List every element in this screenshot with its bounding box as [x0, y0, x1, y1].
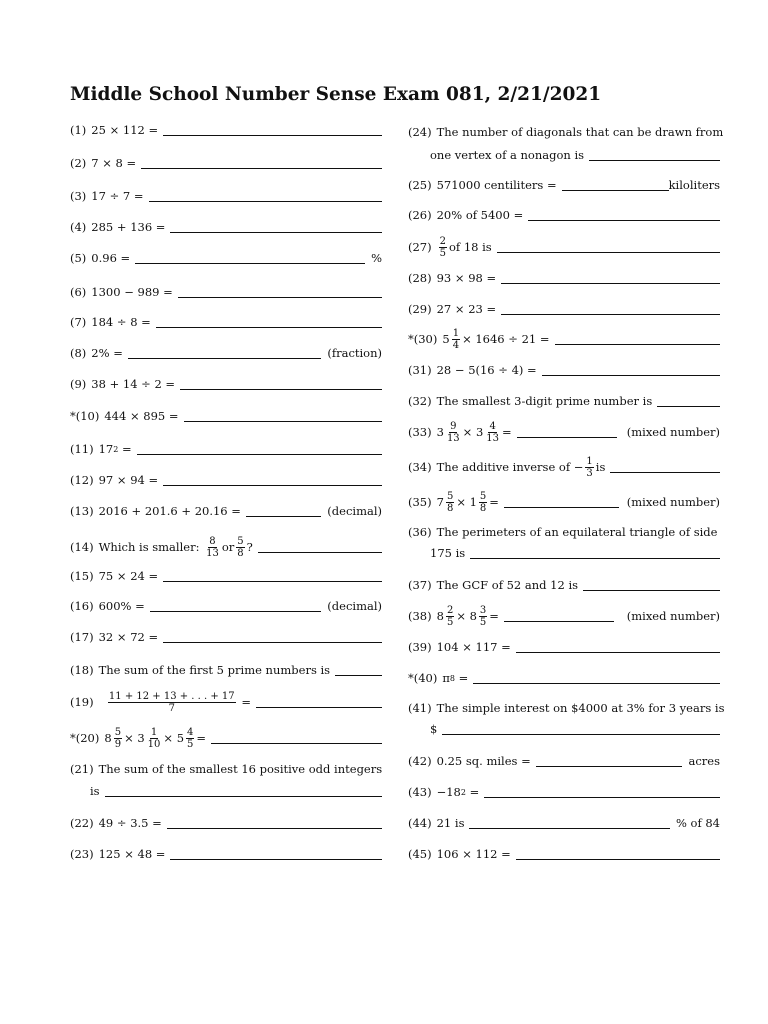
- answer-line[interactable]: [516, 652, 720, 653]
- question-number: (24): [408, 125, 432, 139]
- whole-number: 7: [436, 495, 444, 509]
- denominator: 3: [586, 467, 593, 479]
- operator-text: × 3: [124, 731, 145, 745]
- denominator: 13: [446, 432, 460, 444]
- answer-line[interactable]: [562, 190, 669, 191]
- denominator: 5: [446, 616, 454, 628]
- numerator: 2: [446, 604, 454, 616]
- question-16: [70, 595, 382, 617]
- question-number: (37): [408, 578, 432, 592]
- question-text: 444 × 895 =: [104, 409, 179, 423]
- question-text-continued: one vertex of a nonagon is: [430, 148, 585, 162]
- answer-format: (decimal): [327, 504, 382, 518]
- question-number: (42): [408, 754, 432, 768]
- question-45: [408, 843, 720, 865]
- answer-unit: kiloliters: [668, 178, 721, 192]
- numerator: 8: [209, 535, 216, 547]
- question-text: The number of diagonals that can be drawn from: [436, 125, 724, 139]
- connector-text: or: [221, 540, 235, 554]
- question-5: [70, 247, 382, 269]
- answer-line[interactable]: [542, 375, 720, 376]
- question-number: (14): [70, 540, 94, 554]
- question-number: (28): [408, 271, 432, 285]
- fraction: [236, 536, 244, 559]
- question-number: (36): [408, 525, 432, 539]
- fraction: [114, 727, 122, 750]
- answer-line[interactable]: [258, 552, 382, 553]
- question-number: (12): [70, 473, 94, 487]
- question-number: *(20): [70, 731, 100, 745]
- answer-line[interactable]: [442, 734, 720, 735]
- question-text: 27 × 23 =: [436, 302, 497, 316]
- question-number: (6): [70, 285, 87, 299]
- question-text: =: [122, 442, 132, 456]
- question-7: [70, 311, 382, 333]
- question-text: 1300 − 989 =: [91, 285, 173, 299]
- question-text: 21 is: [436, 816, 465, 830]
- question-text: 2016 + 201.6 + 20.16 =: [98, 504, 241, 518]
- answer-line[interactable]: [589, 160, 720, 161]
- answer-line[interactable]: [528, 220, 720, 221]
- answer-line[interactable]: [178, 297, 382, 298]
- question-3: [70, 185, 382, 207]
- answer-line[interactable]: [141, 168, 382, 169]
- answer-line[interactable]: [137, 454, 382, 455]
- question-40: [408, 667, 720, 689]
- question-31: [408, 359, 720, 381]
- answer-line[interactable]: [105, 796, 382, 797]
- answer-line[interactable]: [501, 283, 720, 284]
- denominator: 8: [237, 547, 244, 559]
- whole-number: 8: [104, 731, 112, 745]
- question-10: [70, 405, 382, 427]
- question-22: [70, 812, 382, 834]
- question-text: Which is smaller:: [98, 540, 200, 554]
- question-number: (35): [408, 495, 432, 509]
- question-text: 75 × 24 =: [98, 569, 159, 583]
- answer-line[interactable]: [150, 611, 322, 612]
- denominator: 8: [446, 502, 454, 514]
- denominator: 5: [187, 738, 194, 750]
- question-4: [70, 216, 382, 238]
- question-number: (45): [408, 847, 432, 861]
- question-number: (4): [70, 220, 87, 234]
- question-20: [70, 724, 382, 752]
- answer-line[interactable]: [163, 642, 382, 643]
- question-number: (32): [408, 394, 432, 408]
- question-29: [408, 298, 720, 320]
- question-number: (27): [408, 240, 432, 254]
- question-text: 184 ÷ 8 =: [91, 315, 151, 329]
- answer-line[interactable]: [610, 472, 720, 473]
- question-text-continued: $: [430, 722, 438, 736]
- question-9: [70, 373, 382, 395]
- answer-line[interactable]: [156, 327, 382, 328]
- question-text: 49 ÷ 3.5 =: [98, 816, 162, 830]
- question-36: [408, 521, 720, 543]
- question-13: [70, 500, 382, 522]
- question-number: *(30): [408, 332, 438, 346]
- answer-format: (fraction): [327, 346, 382, 360]
- numerator: 1: [452, 327, 460, 339]
- question-number: (38): [408, 609, 432, 623]
- question-24: [408, 121, 724, 143]
- whole-number: 3: [436, 425, 444, 439]
- question-text: 32 × 72 =: [98, 630, 159, 644]
- question-exponent: 2: [113, 444, 119, 454]
- answer-line[interactable]: [536, 766, 682, 767]
- answer-line[interactable]: [184, 421, 383, 422]
- question-number: (29): [408, 302, 432, 316]
- question-38: [408, 602, 720, 630]
- question-base: −18: [436, 785, 461, 799]
- answer-line[interactable]: [167, 828, 382, 829]
- answer-line[interactable]: [555, 344, 721, 345]
- question-number: (26): [408, 208, 432, 222]
- question-text: =: [196, 731, 207, 745]
- question-text: The additive inverse of −: [436, 460, 584, 474]
- fraction: [585, 456, 593, 479]
- fraction: [186, 727, 194, 750]
- question-text: 125 × 48 =: [98, 847, 166, 861]
- denominator: 5: [479, 616, 487, 628]
- question-32: [408, 390, 720, 412]
- answer-line[interactable]: [470, 558, 720, 559]
- answer-unit: %: [371, 251, 382, 265]
- question-exponent: 2: [460, 787, 466, 797]
- question-number: (17): [70, 630, 94, 644]
- question-text: =: [469, 785, 480, 799]
- numerator: 1: [586, 455, 593, 467]
- question-number: (34): [408, 460, 432, 474]
- answer-line[interactable]: [170, 859, 382, 860]
- answer-line[interactable]: [170, 232, 382, 233]
- question-text: 93 × 98 =: [436, 271, 497, 285]
- question-36-continuation: [430, 542, 720, 564]
- question-text: =: [241, 695, 251, 709]
- question-number: (33): [408, 425, 432, 439]
- answer-line[interactable]: [335, 675, 382, 676]
- question-1: [70, 119, 382, 141]
- question-number: (44): [408, 816, 432, 830]
- question-8: [70, 342, 382, 364]
- answer-line[interactable]: [163, 485, 382, 486]
- question-33: [408, 418, 720, 446]
- question-15: [70, 565, 382, 587]
- question-exponent: 8: [449, 673, 456, 683]
- fraction: [108, 691, 236, 714]
- question-28: [408, 267, 720, 289]
- question-text: of 18 is: [448, 240, 492, 254]
- question-19: [70, 688, 382, 716]
- fraction: [439, 236, 447, 259]
- operator-text: × 8: [456, 609, 477, 623]
- question-text: 38 + 14 ÷ 2 =: [91, 377, 176, 391]
- question-text: 2% =: [91, 346, 123, 360]
- fraction: [446, 491, 454, 514]
- question-41: [408, 697, 725, 719]
- question-number: (15): [70, 569, 94, 583]
- operator-text: × 3: [462, 425, 484, 439]
- question-text: The smallest 3-digit prime number is: [436, 394, 653, 408]
- question-26: [408, 204, 720, 226]
- answer-line[interactable]: [163, 135, 382, 136]
- question-text: The perimeters of an equilateral triangle of side: [436, 525, 718, 539]
- answer-line[interactable]: [163, 581, 382, 582]
- question-number: (43): [408, 785, 432, 799]
- numerator: 11 + 12 + 13 + . . . + 17: [108, 690, 235, 702]
- question-text: 600% =: [98, 599, 145, 613]
- answer-line[interactable]: [473, 683, 720, 684]
- question-number: (31): [408, 363, 432, 377]
- question-30: [408, 325, 720, 353]
- numerator: 5: [479, 490, 487, 502]
- question-17: [70, 626, 382, 648]
- question-39: [408, 636, 720, 658]
- answer-format: (mixed number): [626, 425, 720, 439]
- denominator: 7: [168, 702, 175, 714]
- answer-line[interactable]: [149, 201, 383, 202]
- question-14: [70, 533, 382, 561]
- question-text: The simple interest on $4000 at 3% for 3 years is: [436, 701, 725, 715]
- answer-line[interactable]: [211, 743, 382, 744]
- question-text: 285 + 136 =: [91, 220, 166, 234]
- fraction: [485, 421, 500, 444]
- numerator: 4: [489, 420, 496, 432]
- question-text: 28 − 5(16 ÷ 4) =: [436, 363, 537, 377]
- question-text: 104 × 117 =: [436, 640, 511, 654]
- question-text: =: [458, 671, 469, 685]
- question-text: 7 × 8 =: [91, 156, 137, 170]
- question-mark: ?: [246, 540, 253, 554]
- question-text-continued: 175 is: [430, 546, 466, 560]
- question-text: 0.96 =: [91, 251, 131, 265]
- question-34: [408, 453, 720, 481]
- question-number: (13): [70, 504, 94, 518]
- question-21-continuation: [90, 780, 382, 802]
- question-number: (22): [70, 816, 94, 830]
- answer-unit: acres: [688, 754, 720, 768]
- question-text: 20% of 5400 =: [436, 208, 524, 222]
- fraction: [479, 491, 487, 514]
- whole-number: 5: [442, 332, 450, 346]
- fraction: [452, 328, 460, 351]
- question-text: =: [502, 425, 512, 439]
- answer-line[interactable]: [583, 590, 720, 591]
- numerator: 9: [450, 420, 457, 432]
- question-25: [408, 174, 720, 196]
- question-number: (1): [70, 123, 87, 137]
- question-number: (11): [70, 442, 94, 456]
- question-text: The GCF of 52 and 12 is: [436, 578, 579, 592]
- numerator: 5: [114, 726, 122, 738]
- question-37: [408, 574, 720, 596]
- question-44: [408, 812, 720, 834]
- question-text: 25 × 112 =: [91, 123, 159, 137]
- question-text: 106 × 112 =: [436, 847, 511, 861]
- question-text: =: [489, 609, 499, 623]
- question-number: (21): [70, 762, 94, 776]
- question-number: (41): [408, 701, 432, 715]
- numerator: 2: [439, 235, 446, 247]
- question-text: 97 × 94 =: [98, 473, 159, 487]
- question-number: (19): [70, 695, 94, 709]
- fraction: [446, 605, 454, 628]
- question-43: [408, 781, 720, 803]
- answer-line[interactable]: [657, 406, 720, 407]
- question-12: [70, 469, 382, 491]
- answer-line[interactable]: [246, 516, 321, 517]
- question-23: [70, 843, 382, 865]
- question-text: The sum of the smallest 16 positive odd integers: [98, 762, 383, 776]
- question-number: *(40): [408, 671, 438, 685]
- question-number: (23): [70, 847, 94, 861]
- numerator: 3: [479, 604, 487, 616]
- denominator: 4: [452, 339, 460, 351]
- question-number: (5): [70, 251, 87, 265]
- question-number: (39): [408, 640, 432, 654]
- question-number: (2): [70, 156, 87, 170]
- numerator: 1: [150, 726, 158, 738]
- question-24-continuation: [430, 144, 720, 166]
- numerator: 4: [187, 726, 194, 738]
- answer-line[interactable]: [180, 389, 382, 390]
- answer-line[interactable]: [516, 859, 720, 860]
- question-text-end: is: [595, 460, 606, 474]
- question-number: *(10): [70, 409, 100, 423]
- question-41-continuation: [430, 718, 720, 740]
- question-27: [408, 233, 720, 261]
- exam-title: Middle School Number Sense Exam 081, 2/21/2021: [70, 84, 602, 105]
- question-11: [70, 438, 382, 460]
- question-number: (9): [70, 377, 87, 391]
- question-number: (18): [70, 663, 94, 677]
- denominator: 13: [486, 432, 500, 444]
- question-text: 17 ÷ 7 =: [91, 189, 144, 203]
- question-base: π: [442, 671, 450, 685]
- question-text: × 1646 ÷ 21 =: [462, 332, 550, 346]
- question-35: [408, 488, 720, 516]
- denominator: 13: [206, 547, 219, 559]
- answer-line[interactable]: [504, 507, 619, 508]
- question-number: (3): [70, 189, 87, 203]
- fraction: [205, 536, 220, 559]
- question-number: (16): [70, 599, 94, 613]
- answer-format: (decimal): [327, 599, 382, 613]
- answer-line[interactable]: [469, 828, 669, 829]
- denominator: 5: [439, 247, 446, 259]
- denominator: 10: [147, 738, 161, 750]
- denominator: 8: [479, 502, 487, 514]
- answer-line[interactable]: [497, 252, 720, 253]
- question-number: (8): [70, 346, 87, 360]
- question-number: (7): [70, 315, 87, 329]
- question-text: 0.25 sq. miles =: [436, 754, 531, 768]
- answer-line[interactable]: [501, 314, 720, 315]
- answer-format: (mixed number): [626, 495, 720, 509]
- question-18: [70, 659, 382, 681]
- operator-text: × 5: [163, 731, 185, 745]
- numerator: 5: [237, 535, 244, 547]
- numerator: 5: [446, 490, 454, 502]
- question-text-continued: is: [90, 784, 100, 798]
- question-base: 17: [98, 442, 114, 456]
- answer-line[interactable]: [517, 437, 617, 438]
- question-42: [408, 750, 720, 772]
- question-text: =: [489, 495, 499, 509]
- denominator: 9: [114, 738, 122, 750]
- answer-line[interactable]: [135, 263, 365, 264]
- answer-unit: % of 84: [675, 816, 720, 830]
- question-21: [70, 758, 382, 780]
- question-6: [70, 281, 382, 303]
- whole-number: 8: [436, 609, 444, 623]
- answer-line[interactable]: [504, 621, 614, 622]
- fraction: [147, 727, 162, 750]
- answer-line[interactable]: [256, 707, 382, 708]
- answer-format: (mixed number): [626, 609, 720, 623]
- question-2: [70, 152, 382, 174]
- operator-text: × 1: [456, 495, 477, 509]
- question-text: The sum of the first 5 prime numbers is: [98, 663, 331, 677]
- answer-line[interactable]: [128, 358, 322, 359]
- question-number: (25): [408, 178, 432, 192]
- question-text: 571000 centiliters =: [436, 178, 557, 192]
- fraction: [479, 605, 487, 628]
- answer-line[interactable]: [484, 797, 720, 798]
- fraction: [446, 421, 461, 444]
